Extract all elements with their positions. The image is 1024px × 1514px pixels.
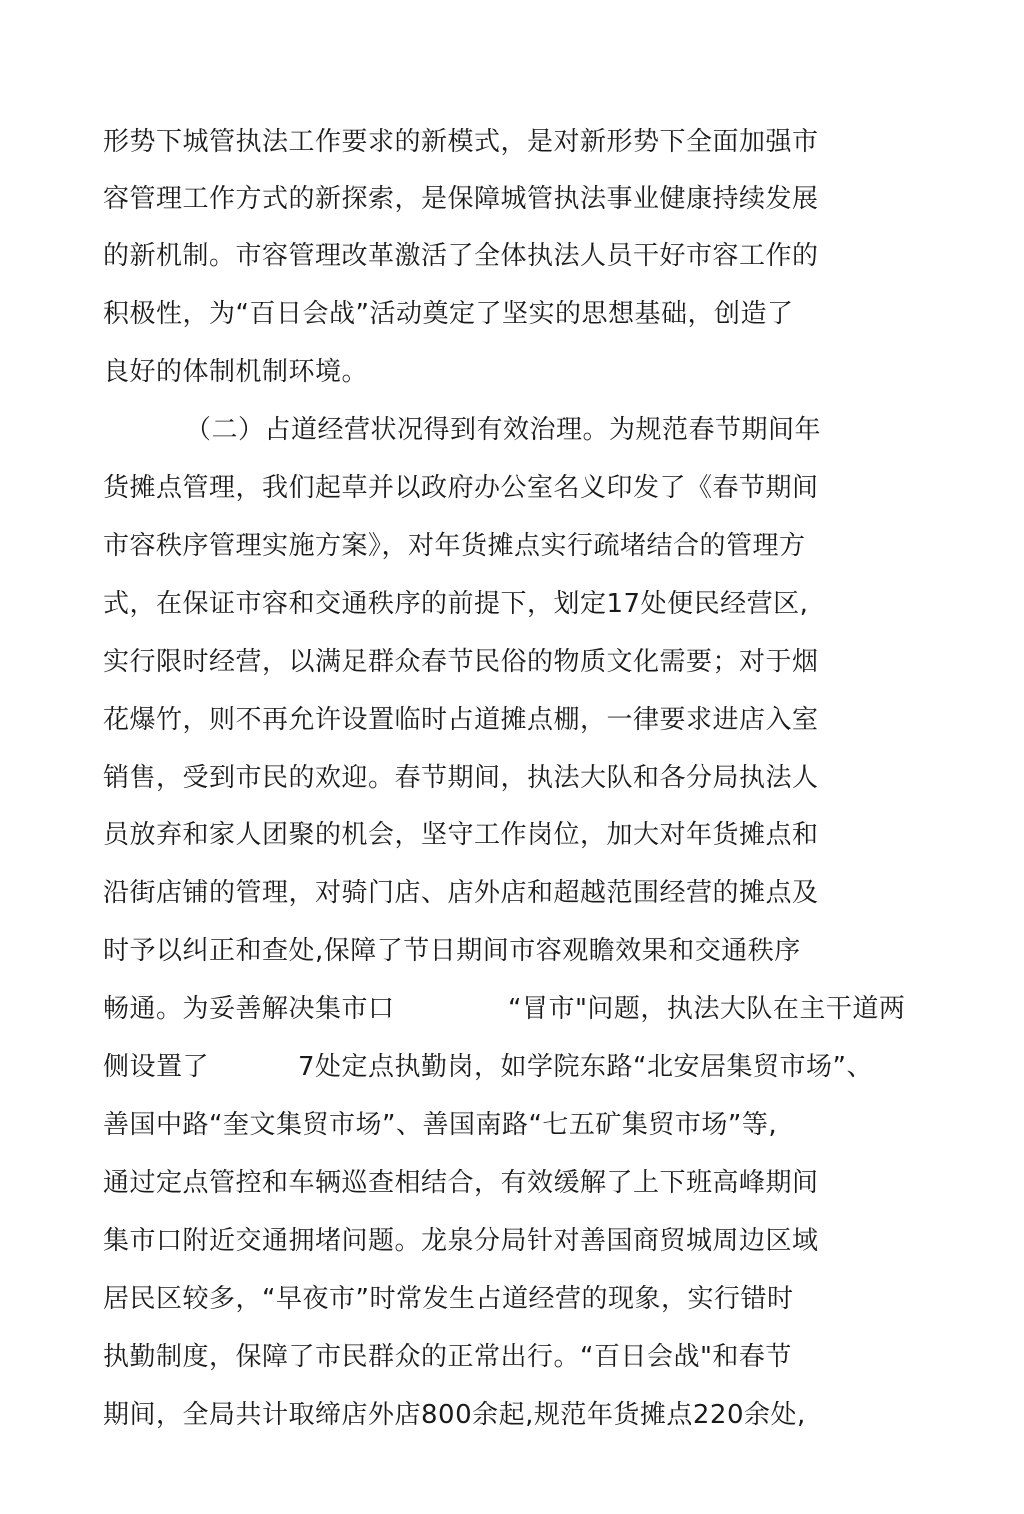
text-line-22: 执勤制度，保障了市民群众的正常出行。“百日会战"和春节 (103, 1342, 792, 1372)
text-line-1: 形势下城管执法工作要求的新模式，是对新形势下全面加强市 (103, 127, 819, 157)
text-line-3: 的新机制。市容管理改革激活了全体执法人员干好市容工作的 (103, 241, 819, 271)
text-line-4: 积极性，为“百日会战”活动奠定了坚实的思想基础，创造了 (103, 299, 794, 329)
text-line-2: 容管理工作方式的新探索，是保障城管执法事业健康持续发展 (103, 184, 819, 214)
text-line-16b: “冒市"问题，执法大队在主干道两 (508, 994, 906, 1024)
text-line-12: 销售，受到市民的欢迎。春节期间，执法大队和各分局执法人 (103, 763, 819, 793)
text-line-5: 良好的体制机制环境。 (103, 357, 369, 387)
text-line-11: 花爆竹，则不再允许设置临时占道摊点棚，一律要求进店入室 (103, 705, 819, 735)
text-line-17a: 侧设置了 (103, 1052, 210, 1082)
text-line-13: 员放弃和家人团聚的机会，坚守工作岗位，加大对年货摊点和 (103, 820, 819, 850)
text-line-18: 善国中路“奎文集贸市场”、善国南路“七五矿集贸市场”等, (103, 1110, 778, 1140)
text-line-16a: 畅通。为妥善解决集市口 (103, 994, 395, 1024)
text-line-8: 市容秩序管理实施方案》，对年货摊点实行疏堵结合的管理方 (103, 531, 806, 561)
text-line-9: 式，在保证市容和交通秩序的前提下，划定17处便民经营区, (103, 589, 809, 619)
text-line-14: 沿街店铺的管理，对骑门店、店外店和超越范围经营的摊点及 (103, 878, 819, 908)
text-line-21: 居民区较多，“早夜市”时常发生占道经营的现象，实行错时 (103, 1284, 794, 1314)
text-line-20: 集市口附近交通拥堵问题。龙泉分局针对善国商贸城周边区域 (103, 1226, 819, 1256)
text-line-7: 货摊点管理，我们起草并以政府办公室名义印发了《春节期间 (103, 473, 819, 503)
text-line-23: 期间，全局共计取缔店外店800余起,规范年货摊点220余处, (103, 1400, 806, 1430)
paragraph-heading-2: （二）占道经营状况得到有效治理。为规范春节期间年 (185, 415, 822, 445)
text-line-17b: 7处定点执勤岗，如学院东路“北安居集贸市场”、 (298, 1052, 873, 1082)
text-line-19: 通过定点管控和车辆巡查相结合，有效缓解了上下班高峰期间 (103, 1168, 819, 1198)
text-line-15: 时予以纠正和查处,保障了节日期间市容观瞻效果和交通秩序 (103, 936, 801, 966)
text-line-10: 实行限时经营，以满足群众春节民俗的物质文化需要；对于烟 (103, 647, 819, 677)
